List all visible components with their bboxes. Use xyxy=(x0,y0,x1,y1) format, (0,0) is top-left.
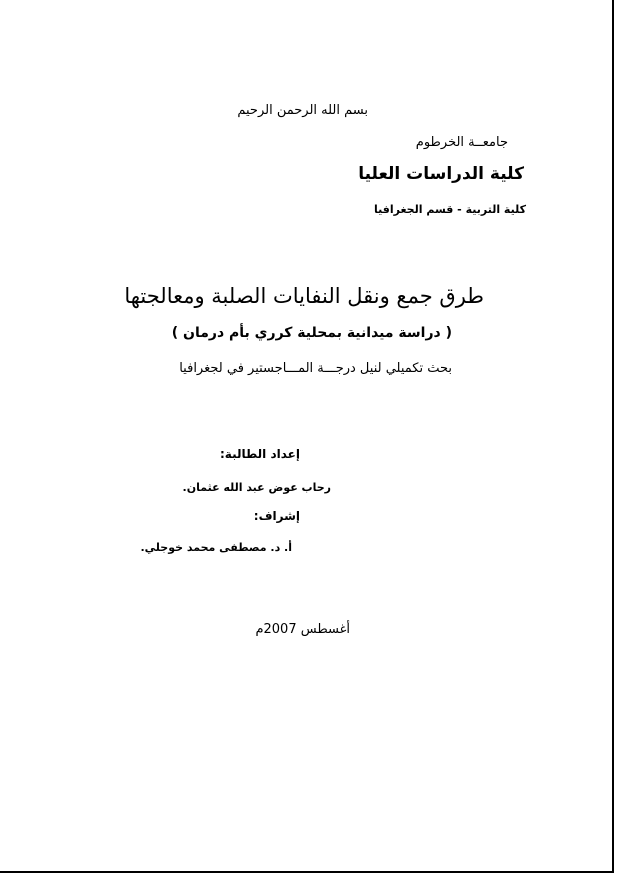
supervisor-name: أ. د. مصطفى محمد خوجلي. xyxy=(140,541,292,554)
prepared-by-label: إعداد الطالبة: xyxy=(220,447,300,461)
university-name: جامعــة الخرطوم xyxy=(415,135,508,150)
degree-statement: بحث تكميلي لنيل درجـــة المـــاجستير في لجغرافيا xyxy=(179,361,452,376)
submission-date: أغسطس 2007م xyxy=(255,622,350,637)
college-name: كلية الدراسات العليا xyxy=(358,164,524,184)
student-name: رحاب عوض عبد الله عثمان. xyxy=(182,481,331,494)
supervision-label: إشراف: xyxy=(253,509,300,523)
thesis-subtitle: ( دراسة ميدانية بمحلية كرري بأم درمان ) xyxy=(171,325,452,341)
department-name: كلية التربية - قسم الجغرافيا xyxy=(374,203,526,216)
thesis-title: طرق جمع ونقل النفايات الصلبة ومعالجتها xyxy=(124,284,484,308)
basmala: بسم الله الرحمن الرحيم xyxy=(237,103,368,118)
